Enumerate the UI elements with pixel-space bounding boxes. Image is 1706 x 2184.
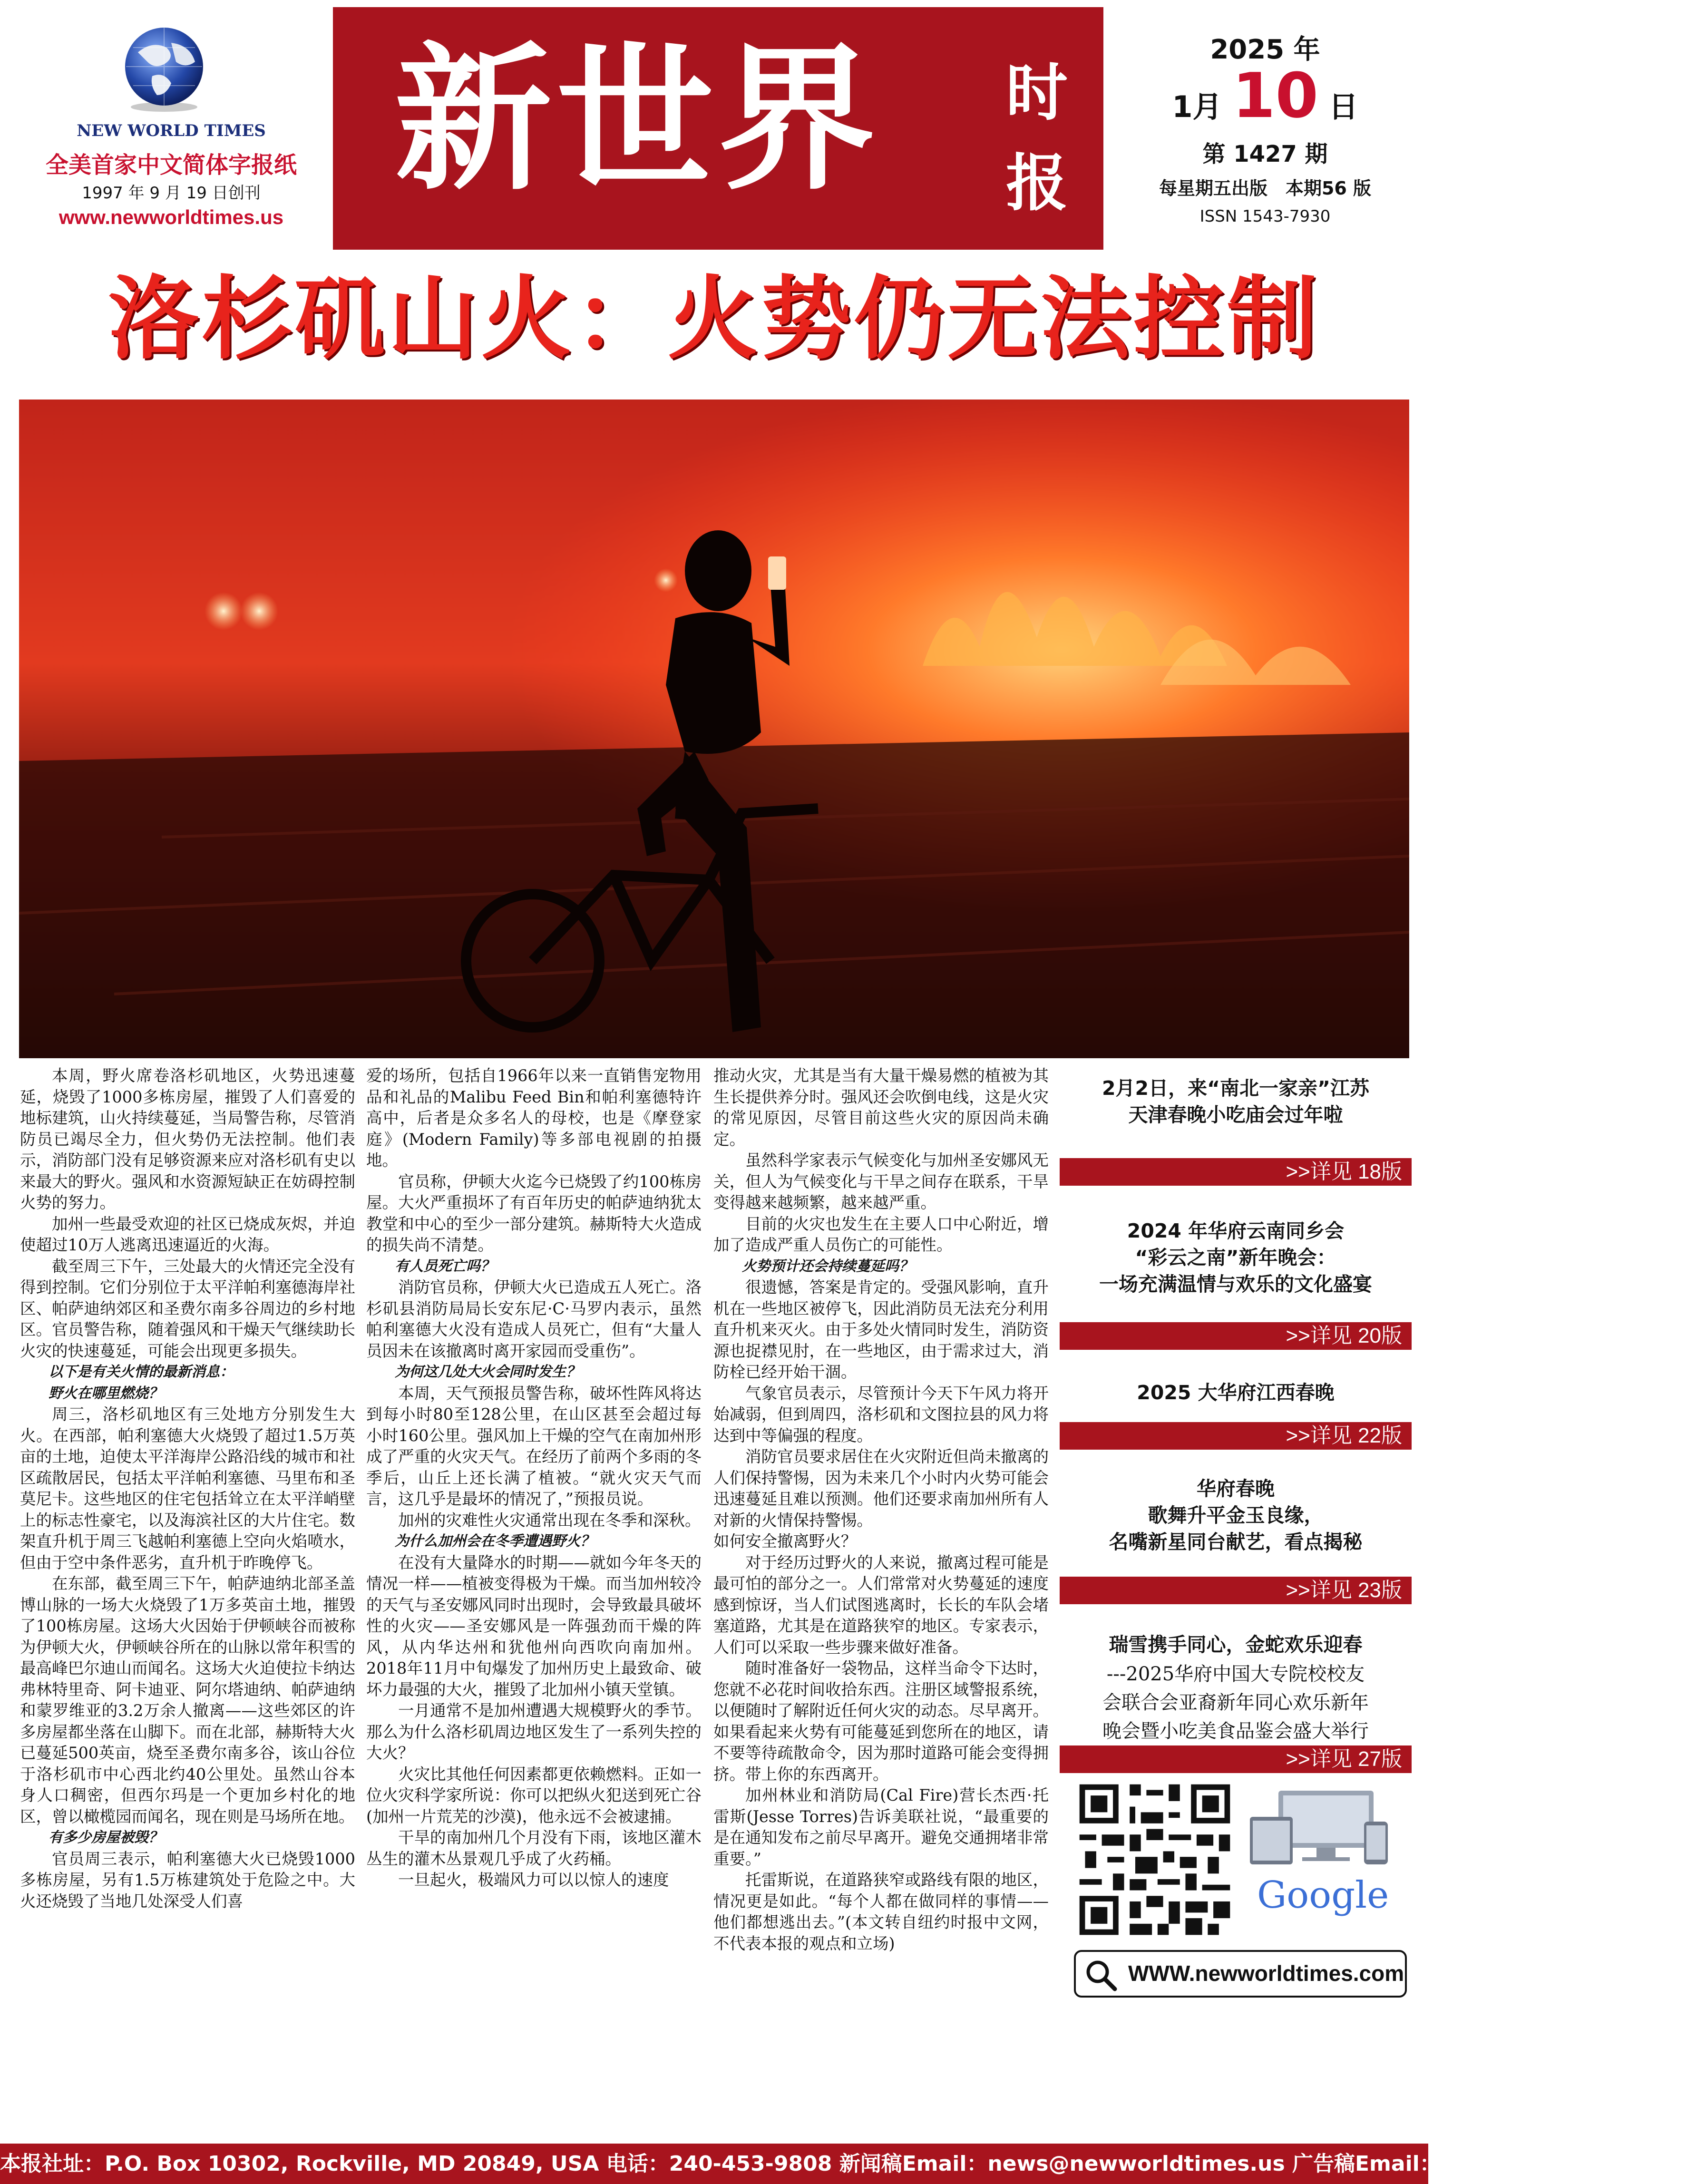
article-column-2 xyxy=(366,1065,702,2026)
promo-4-line-2: 歌舞升平金玉良缘， xyxy=(1148,1504,1324,1527)
article-paragraph: 在没有大量降水的时期——就如今年冬天的情况一样——植被变得极为干燥。而当加州较冷的天气与圣安娜风同时出现时，会导致最具破坏性的火灾——圣安娜风是一阵强劲而干燥的阵风，从内华达州和犹他州向西吹向南加州。2018年11月中旬爆发了加州历史上最致命、破坏力最强的大火，摧毁了北加州小镇天堂镇。 xyxy=(366,1553,702,1699)
issue-number: 第 1427 期 xyxy=(1202,141,1328,167)
promo-2-line-1: 2024 年华府云南同乡会 xyxy=(1127,1219,1345,1242)
promo-4-line-3: 名嘴新星同台献艺，看点揭秘 xyxy=(1109,1531,1363,1553)
article-paragraph: 气象官员表示，尽管预计今天下午风力将开始减弱，但到周四，洛杉矶和文图拉县的风力将达到中等偏强的程度。 xyxy=(713,1384,1049,1445)
issn: ISSN 1543-7930 xyxy=(1199,207,1331,226)
promo-3-link[interactable]: >>详见 22版 xyxy=(1060,1422,1412,1450)
article-paragraph: 消防官员称，伊顿大火已造成五人死亡。洛杉矶县消防局局长安东尼·C·马罗内表示，虽然帕利塞德大火没有造成人员死亡，但有“大量人员因未在该撤离时离开家园而受重伤”。 xyxy=(366,1278,702,1360)
promo-1-title[interactable] xyxy=(1060,1075,1412,1128)
article-subheading: 有人员死亡吗？ xyxy=(395,1258,495,1275)
title-suffix-bao: 报 xyxy=(1006,146,1068,219)
article-paragraph: 干旱的南加州几个月没有下雨，该地区灌木丛生的灌木丛景观几乎成了火药桶。 xyxy=(366,1828,702,1868)
promo-1-line-2: 天津春晚小吃庙会过年啦 xyxy=(1128,1103,1343,1126)
promo-5-link[interactable]: >>详见 27版 xyxy=(1060,1745,1412,1773)
promo-5-desc xyxy=(1060,1660,1412,1745)
promo-1-line-1: 2月2日，来“南北一家亲”江苏 xyxy=(1102,1077,1369,1100)
logo-block xyxy=(19,24,323,247)
title-suffix-shi: 时 xyxy=(1006,56,1068,129)
article-paragraph: 一月通常不是加州遭遇大规模野火的季节。那么为什么洛杉矶周边地区发生了一系列失控的大火？ xyxy=(366,1701,702,1762)
lead-photo xyxy=(19,400,1409,1058)
slogan: 全美首家中文简体字报纸 xyxy=(45,152,297,178)
qr-section xyxy=(1074,1774,1407,1945)
article-paragraph: 本周，野火席卷洛杉矶地区，火势迅速蔓延，烧毁了1000多栋房屋，摧毁了人们喜爱的地标建筑，山火持续蔓延，当局警告称，尽管消防员已竭尽全力，但火势仍无法控制。他们表示，消防部门没有足够资源来应对洛杉矶有史以来最大的野火。强风和水资源短缺正在妨碍控制火势的努力。 xyxy=(20,1066,355,1212)
qr-code[interactable] xyxy=(1074,1779,1236,1940)
promo-5-line-1: 瑞雪携手同心，金蛇欢乐迎春 xyxy=(1109,1633,1363,1656)
article-paragraph: 托雷斯说，在道路狭窄或路线有限的地区，情况更是如此。“每个人都在做同样的事情——他们都想逃出去。”(本文转自纽约时报中文网，不代表本报的观点和立场) xyxy=(713,1871,1049,1953)
article-paragraph: 推动火灾，尤其是当有大量干燥易燃的植被为其生长提供养分时。强风还会吹倒电线，这是火灾的常见原因，尽管目前这些火灾的原因尚未确定。 xyxy=(713,1066,1049,1149)
website-url[interactable]: WWW.newworldtimes.com xyxy=(1128,1961,1404,1986)
issue-year: 2025 年 xyxy=(1210,34,1320,65)
article-paragraph: 在东部，截至周三下午，帕萨迪纳北部圣盖博山脉的一场大火烧毁了1万多英亩土地，摧毁了100栋房屋。这场大火因始于伊顿峡谷而被称为伊顿大火，伊顿峡谷所在的山脉以常年积雪的最高峰巴尔迪山而闻名。这场大火迫使拉卡纳达弗林特里奇、阿卡迪亚、阿尔塔迪纳、帕萨迪纳和蒙罗维亚的3.2万余人撤离——这些郊区的许多房屋都坐落在山脚下。而在北部，赫斯特大火已蔓延500英亩，烧至圣费尔南多谷，该山谷位于洛杉矶市中心西北约40公里处。虽然山谷本身人口稠密，但西尔玛是一个更加乡村化的地区，曾以橄榄园而闻名，现在则是马场所在地。 xyxy=(20,1574,355,1826)
article-paragraph: 本周，天气预报员警告称，破坏性阵风将达到每小时80至128公里，在山区甚至会超过每小时160公里。强风加上干燥的空气在南加州形成了严重的火灾天气。在经历了前两个多雨的冬季后，山丘上还长满了植被。“就火灾天气而言，这几乎是最坏的情况了，”预报员说。 xyxy=(366,1384,702,1508)
article-subheading: 火势预计还会持续蔓延吗？ xyxy=(742,1258,913,1275)
article-paragraph: 很遗憾，答案是肯定的。受强风影响，直升机在一些地区被停飞，因此消防员无法充分利用直升机来灭火。由于多处火情同时发生，消防资源也捉襟见肘，在一些地区，由于需求过大，消防栓已经开始干涸。 xyxy=(713,1278,1049,1381)
issue-date xyxy=(1113,59,1417,132)
masthead-banner xyxy=(333,7,1103,250)
article-paragraph: 如何安全撤离野火？ xyxy=(713,1532,857,1550)
promo-5-desc-2: 会联合会亚裔新年同心欢乐新年 xyxy=(1102,1692,1369,1714)
issue-month: 1月 xyxy=(1172,89,1222,124)
article-paragraph: 加州的灾难性火灾通常出现在冬季和深秋。 xyxy=(398,1511,701,1530)
sidebar xyxy=(1060,1065,1412,2007)
promo-5-desc-3: 晚会暨小吃美食品鉴会盛大举行 xyxy=(1102,1720,1369,1742)
issue-day-suffix: 日 xyxy=(1328,89,1358,124)
article-paragraph: 目前的火灾也发生在主要人口中心附近，增加了造成严重人员伤亡的可能性。 xyxy=(713,1214,1049,1254)
founded-date: 1997 年 9 月 19 日创刊 xyxy=(82,184,261,203)
article-paragraph: 截至周三下午，三处最大的火情还完全没有得到控制。它们分别位于太平洋帕利塞德海岸社区、帕萨迪纳郊区和圣费尔南多谷周边的乡村地区。官员警告称，随着强风和干燥天气继续助长火灾的快速蔓延，可能会出现更多损失。 xyxy=(20,1257,355,1360)
article-subheading: 为什么加州会在冬季遭遇野火？ xyxy=(395,1533,595,1550)
article-subheading: 以下是有关火情的最新消息： xyxy=(49,1364,234,1380)
promo-2-line-2: “彩云之南”新年晚会： xyxy=(1135,1246,1336,1269)
article-subheading: 为何这几处大火会同时发生？ xyxy=(395,1364,580,1380)
article-paragraph: 官员周三表示，帕利塞德大火已烧毁1000多栋房屋，另有1.5万栋建筑处于危险之中。大火还烧毁了当地几处深受人们喜 xyxy=(20,1849,355,1911)
article-subheading: 野火在哪里燃烧？ xyxy=(49,1384,163,1402)
headline: 洛杉矶山火：火势仍无法控制 xyxy=(108,265,1320,371)
magnifier-icon xyxy=(1084,1959,1118,1992)
date-block xyxy=(1113,24,1417,247)
promo-2-line-3: 一场充满温情与欢乐的文化盛宴 xyxy=(1099,1273,1372,1296)
google-label: Google xyxy=(1257,1874,1389,1917)
issue-day: 10 xyxy=(1232,59,1319,132)
promo-4-line-1: 华府春晚 xyxy=(1197,1477,1275,1500)
promo-1-link[interactable]: >>详见 18版 xyxy=(1060,1158,1412,1186)
footer-contact: 本报社址：P.O. Box 10302, Rockville, MD 20849, USA 电话：240-453-9808 新闻稿Email：news@newworldtimes.us 广告稿Email：ad@newworldtimes.us xyxy=(0,2144,1428,2184)
article-paragraph: 加州一些最受欢迎的社区已烧成灰烬，并迫使超过10万人逃离迅速逼近的火海。 xyxy=(20,1214,355,1254)
article-paragraph: 官员称，伊顿大火迄今已烧毁了约100栋房屋。大火严重损坏了有百年历史的帕萨迪纳犹太教堂和中心的至少一部分建筑。赫斯特大火造成的损失尚不清楚。 xyxy=(366,1172,702,1254)
article-paragraph: 随时准备好一袋物品，这样当命令下达时，您就不必花时间收拾东西。注册区域警报系统，以便随时了解附近任何火灾的动态。尽早离开。如果看起来火势有可能蔓延到您所在的地区，请不要等待疏散命令，因为那时道路可能会变得拥挤。带上你的东西离开。 xyxy=(713,1659,1049,1784)
promo-2-link[interactable]: >>详见 20版 xyxy=(1060,1322,1412,1350)
article-subheading: 有多少房屋被毁？ xyxy=(49,1829,163,1846)
english-name: NEW WORLD TIMES xyxy=(77,121,266,140)
article-column-3 xyxy=(713,1065,1049,2026)
article-paragraph: 消防官员要求居住在火灾附近但尚未撤离的人们保持警惕，因为未来几个小时内火势可能会迅速蔓延且难以预测。他们还要求南加州所有人对新的火情保持警惕。 xyxy=(713,1447,1049,1530)
article-paragraph: 火灾比其他任何因素都更依赖燃料。正如一位火灾科学家所说：你可以把纵火犯送到死亡谷(加州一片荒芜的沙漠)，他永远不会被逮捕。 xyxy=(366,1765,702,1826)
article-paragraph: 爱的场所，包括自1966年以来一直销售宠物用品和礼品的Malibu Feed Bin和帕利塞德特许高中，后者是众多名人的母校，也是《摩登家庭》(Modern Family)等多部电视剧的拍摄地。 xyxy=(366,1066,702,1170)
promo-4-link[interactable]: >>详见 23版 xyxy=(1060,1577,1412,1604)
promo-4-title[interactable] xyxy=(1060,1475,1412,1555)
article-paragraph: 对于经历过野火的人来说，撤离过程可能是最可怕的部分之一。人们常常对火势蔓延的速度感到惊讶，当人们试图逃离时，长长的车队会堵塞道路，尤其是在道路狭窄的地区。专家表示，人们可以采取一些步骤来做好准备。 xyxy=(713,1553,1049,1657)
article-column-1 xyxy=(20,1065,355,2026)
website-link[interactable]: www.newworldtimes.us xyxy=(58,206,284,228)
promo-3-line-1: 2025 大华府江西春晚 xyxy=(1137,1381,1335,1404)
globe-icon xyxy=(119,24,209,114)
article-paragraph: 虽然科学家表示气候变化与加州圣安娜风无关，但人为气候变化与干旱之间存在联系，干旱变得越来越频繁，越来越严重。 xyxy=(713,1151,1049,1212)
article-paragraph: 一旦起火，极端风力可以以惊人的速度 xyxy=(398,1871,669,1889)
article-paragraph: 周三，洛杉矶地区有三处地方分别发生大火。在西部，帕利塞德大火烧毁了超过1.5万英亩的土地，迫使太平洋海岸公路沿线的城市和社区疏散居民，包括太平洋帕利塞德、马里布和圣莫尼卡。这些地区的住宅包括耸立在太平洋峭壁上的标志性豪宅，以及海滨社区的大片住宅。数架直升机于周三飞越帕利塞德上空向火焰喷水，但由于空中条件恶劣，直升机于昨晚停飞。 xyxy=(20,1405,355,1572)
promo-5-desc-1: ---2025华府中国大专院校校友 xyxy=(1106,1663,1365,1685)
newspaper-title: 新世界 xyxy=(395,27,880,211)
article-paragraph: 加州林业和消防局(Cal Fire)营长杰西·托雷斯(Jesse Torres)告诉美联社说，“最重要的是在通知发布之前尽早离开。避免交通拥堵非常重要。” xyxy=(713,1786,1049,1868)
website-box[interactable] xyxy=(1074,1950,1407,1998)
publication-frequency: 每星期五出版 本期56 版 xyxy=(1159,178,1372,199)
promo-5-title[interactable] xyxy=(1060,1631,1412,1658)
devices-icon xyxy=(1250,1788,1407,1869)
promo-2-title[interactable] xyxy=(1060,1218,1412,1297)
promo-3-title[interactable] xyxy=(1060,1379,1412,1406)
